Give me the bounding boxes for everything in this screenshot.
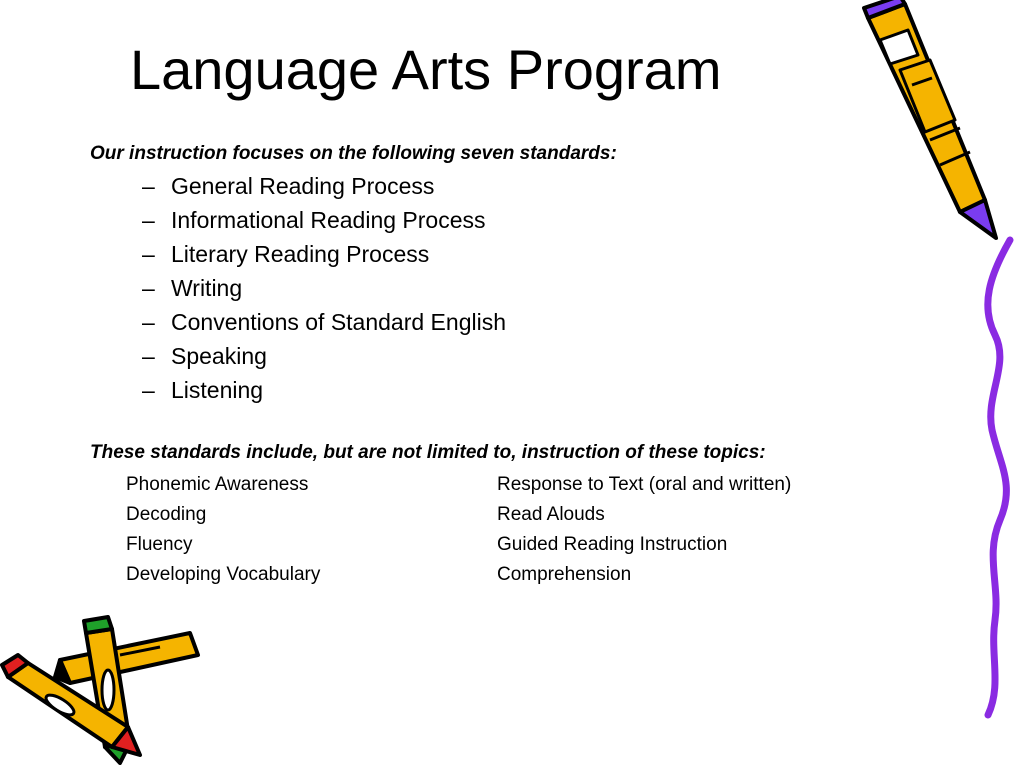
bullet: –: [142, 207, 155, 233]
topic-item: Guided Reading Instruction: [497, 534, 728, 555]
list-item: [142, 240, 506, 274]
standards-list: [142, 172, 506, 410]
topic-item: Response to Text (oral and written): [497, 474, 792, 495]
topic-item: Phonemic Awareness: [126, 474, 309, 495]
bullet: –: [142, 309, 155, 335]
bullet: –: [142, 241, 155, 267]
topics-grid: [126, 472, 857, 592]
squiggle-line-decoration: [970, 235, 1024, 720]
topic-item: Fluency: [126, 534, 193, 555]
standard-label: Speaking: [171, 343, 267, 369]
list-item: [142, 376, 506, 410]
topic-item: Read Alouds: [497, 504, 605, 525]
pencils-icon: [0, 615, 210, 765]
topic-item: Comprehension: [497, 564, 632, 585]
list-item: [142, 172, 506, 206]
topics-intro: These standards include, but are not limited to, instruction of these topics:: [90, 442, 766, 463]
standard-label: General Reading Process: [171, 173, 435, 199]
list-item: [142, 342, 506, 376]
standard-label: Literary Reading Process: [171, 241, 430, 267]
standard-label: Informational Reading Process: [171, 207, 486, 233]
topic-item: Developing Vocabulary: [126, 564, 321, 585]
list-item: [142, 274, 506, 308]
pencil-icon: [860, 0, 1000, 245]
bullet: –: [142, 377, 155, 403]
standard-label: Conventions of Standard English: [171, 309, 506, 335]
list-item: [142, 308, 506, 342]
list-item: [142, 206, 506, 240]
slide-title: Language Arts Program: [130, 38, 722, 101]
topic-item: Decoding: [126, 504, 207, 525]
bullet: –: [142, 343, 155, 369]
standard-label: Listening: [171, 377, 264, 403]
standard-label: Writing: [171, 275, 243, 301]
bullet: –: [142, 275, 155, 301]
standards-intro: Our instruction focuses on the following seven standards:: [90, 143, 617, 164]
bullet: –: [142, 173, 155, 199]
